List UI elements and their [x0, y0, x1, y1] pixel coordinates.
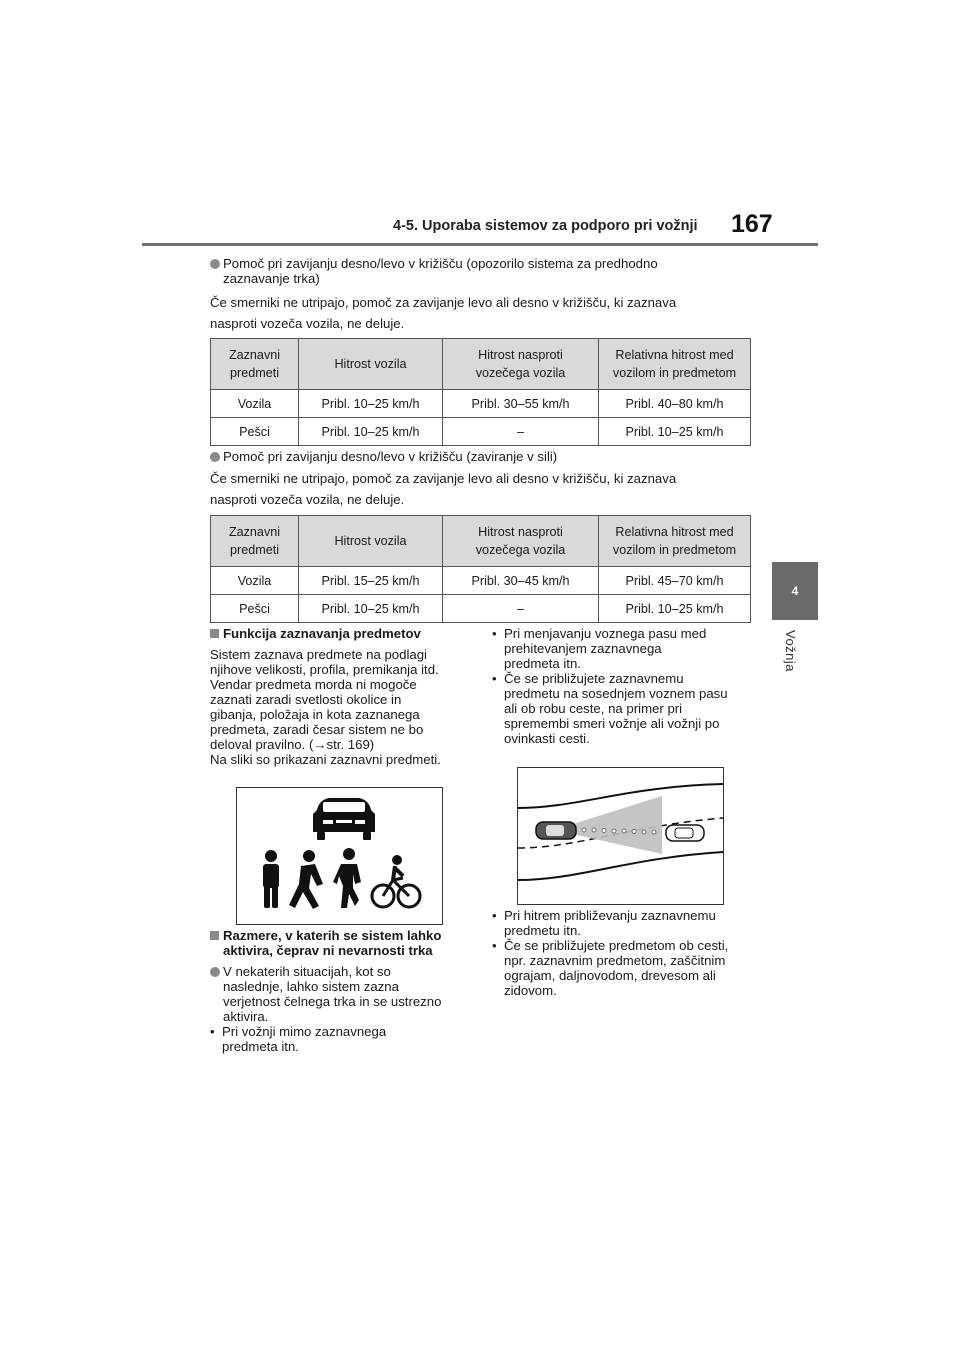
table-row [211, 390, 751, 418]
speed-table-1 [210, 338, 751, 446]
table-cell: Pribl. 15–25 km/h [299, 567, 443, 595]
section1-bullet [210, 256, 770, 286]
section1-bullet-line1: Pomoč pri zavijanju desno/levo v križišču (opozorilo sistema za predhodno [223, 256, 658, 271]
list-item: • Pri menjavanju voznega pasu med prehitevanjem zaznavnega predmeta itn. [492, 626, 707, 671]
table-header-cell: Hitrost vozila [299, 516, 443, 567]
table-cell: – [443, 595, 599, 623]
section2-para-line1: Če smerniki ne utripajo, pomoč za zavijanje levo ali desno v križišču, ki zaznava [210, 471, 677, 486]
list-item: • Pri hitrem približevanju zaznavnemu predmetu itn. [492, 908, 716, 938]
section1-paragraph [210, 292, 770, 334]
target-vehicle-icon [666, 825, 704, 841]
table-cell: Pribl. 30–45 km/h [443, 567, 599, 595]
table-row [211, 567, 751, 595]
table-row [211, 418, 751, 446]
list-item: • Če se približujete zaznavnemu predmetu na sosednjem voznem pasu ali ob robu ceste, na primer pri spremembi smeri vožnje ali vožnji po ovinkasti cesti. [492, 671, 728, 746]
table-header-cell: Zaznavni predmeti [211, 516, 299, 567]
section2-bullet [210, 449, 770, 464]
left-column-bottom [210, 928, 480, 1054]
speed-table-2 [210, 515, 751, 623]
table-cell: Pribl. 10–25 km/h [299, 390, 443, 418]
list-item: • Pri vožnji mimo zaznavnega predmeta itn. [210, 1024, 387, 1054]
section2-para-line2: nasproti vozeča vozila, ne deluje. [210, 492, 405, 507]
bullet-circle-icon [210, 452, 220, 462]
table-cell: Pribl. 10–25 km/h [299, 418, 443, 446]
table-cell: Vozila [211, 390, 299, 418]
detection-paragraph: Sistem zaznava predmete na podlagi njihove velikosti, profila, premikanja itd. Vendar predmeta morda ni mogoče zaznati zaradi svetlosti okolice in gibanja, položaja in kota zaznanega predmeta, zaradi česar sistem ne bo deloval pravilno. (→str. 169) Na sliki so prikazani zaznavni predmeti. [210, 647, 441, 767]
list-item: • Če se približujete predmetom ob cesti, npr. zaznavnim predmetom, zaščitnim ograjam, daljnovodom, drevesom ali zidovom. [492, 938, 729, 998]
detection-heading: Funkcija zaznavanja predmetov [210, 626, 480, 641]
bullet-circle-icon [210, 259, 220, 269]
pedestrian-walking-icon [289, 850, 323, 909]
section2-paragraph [210, 468, 770, 510]
table-cell: Pribl. 30–55 km/h [443, 390, 599, 418]
table-header-cell: Relativna hitrost med vozilom in predmetom [599, 516, 751, 567]
table-header-cell: Hitrost vozila [299, 339, 443, 390]
pedestrian-standing-icon [263, 850, 279, 908]
section1-bullet-line2: zaznavanje trka) [223, 271, 320, 286]
cyclist-icon [372, 855, 420, 907]
table-cell: Pribl. 45–70 km/h [599, 567, 751, 595]
table-cell: Pešci [211, 595, 299, 623]
table-cell: Pribl. 10–25 km/h [599, 418, 751, 446]
detectable-objects-figure [236, 787, 443, 925]
activation-bullet: V nekaterih situacijah, kot so naslednje, lahko sistem zazna verjetnost čelnega trka in se ustrezno aktivira. [210, 964, 480, 1024]
curved-road-illustration [518, 768, 723, 904]
section1-para-line2: nasproti vozeča vozila, ne deluje. [210, 316, 405, 331]
table-cell: Vozila [211, 567, 299, 595]
header-rule [142, 243, 818, 246]
table-cell: Pribl. 10–25 km/h [599, 595, 751, 623]
bullet-square-icon [210, 629, 219, 638]
right-column-bottom [492, 908, 762, 998]
right-column-top [492, 626, 762, 746]
car-icon [313, 798, 375, 840]
table-header-row [211, 339, 751, 390]
chapter-tab [772, 562, 818, 620]
left-column-top [210, 626, 480, 767]
pedestrian-running-icon [333, 848, 361, 908]
chapter-number: 4 [791, 584, 799, 598]
chapter-name: Vožnja [783, 630, 798, 673]
table-header-cell: Hitrost nasproti vozečega vozila [443, 516, 599, 567]
page-number: 167 [731, 210, 773, 238]
table-cell: – [443, 418, 599, 446]
bullet-circle-icon [210, 967, 220, 977]
section-title: 4-5. Uporaba sistemov za podporo pri vožnji [393, 218, 698, 234]
activation-heading: Razmere, v katerih se sistem lahko aktivira, čeprav ni nevarnosti trka [210, 928, 480, 958]
section1-para-line1: Če smerniki ne utripajo, pomoč za zavijanje levo ali desno v križišču, ki zaznava [210, 295, 677, 310]
table-row [211, 595, 751, 623]
curved-road-figure [517, 767, 724, 905]
table-header-cell: Hitrost nasproti vozečega vozila [443, 339, 599, 390]
table-header-cell: Relativna hitrost med vozilom in predmetom [599, 339, 751, 390]
table-cell: Pribl. 40–80 km/h [599, 390, 751, 418]
own-vehicle-icon [536, 822, 576, 839]
table-cell: Pešci [211, 418, 299, 446]
section2-bullet-line1: Pomoč pri zavijanju desno/levo v križišču (zaviranje v sili) [223, 449, 558, 464]
table-header-row [211, 516, 751, 567]
table-header-cell: Zaznavni predmeti [211, 339, 299, 390]
bullet-square-icon [210, 931, 219, 940]
table-cell: Pribl. 10–25 km/h [299, 595, 443, 623]
detectable-objects-illustration [237, 788, 442, 924]
